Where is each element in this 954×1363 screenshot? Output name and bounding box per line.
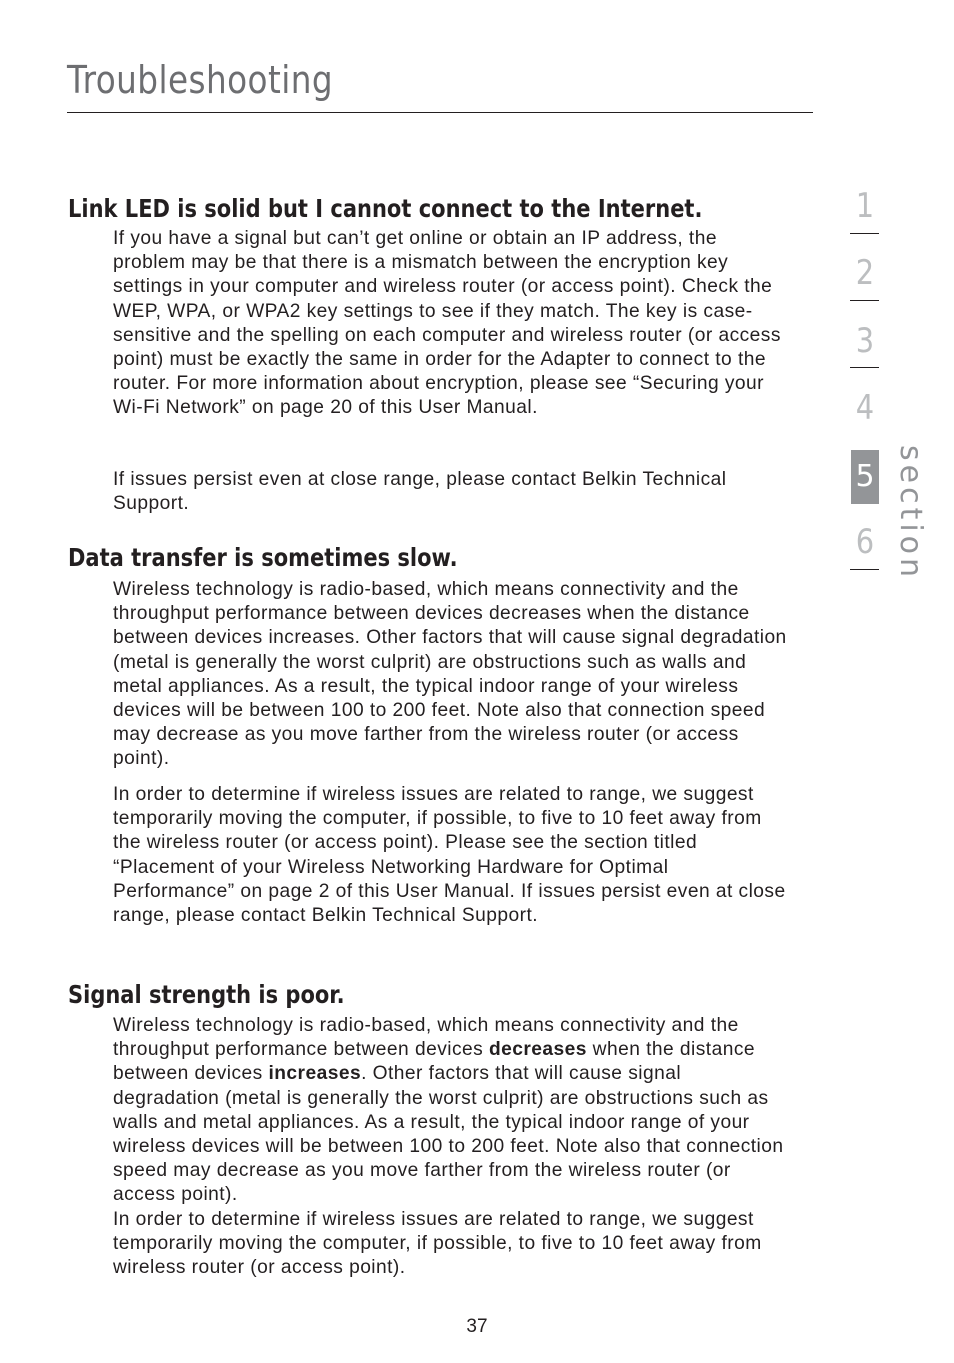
text-run: Wireless technology is radio-based, which means connectivity and the throughput performance between devices bbox=[113, 1015, 739, 1061]
nav-divider bbox=[850, 569, 879, 570]
title-divider bbox=[67, 112, 813, 113]
paragraph-signal-strength bbox=[113, 1014, 793, 1280]
text-run: . Other factors that will cause signal degradation (metal is generally the worst culprit) are obstructions such as walls and metal appliances. As a result, the typical indoor range of your wireless devices will be between 100 to 200 feet. Note also that connection speed may decrease as you move farther from the wireless router (or access point). bbox=[113, 1063, 784, 1206]
bold-decreases: decreases bbox=[488, 1039, 587, 1061]
paragraph-link-led-2: If issues persist even at close range, please contact Belkin Technical Support. bbox=[113, 469, 727, 515]
text-run: In order to determine if wireless issues are related to range, we suggest temporarily moving the computer, if possible, to five to 10 feet away from wireless router (or access point). bbox=[113, 1208, 762, 1279]
page-number: 37 bbox=[466, 1316, 488, 1337]
section-label: section bbox=[893, 445, 928, 582]
nav-divider bbox=[850, 300, 879, 301]
paragraph-data-transfer-2: In order to determine if wireless issues are related to range, we suggest temporarily moving the computer, if possible, to five to 10 feet away from the wireless router (or access point). Please see the section titled “Placement of your Wireless Networking Hardware for Optimal Performance” on page 2 of this User Manual. If issues persist even at close range, please contact Belkin Technical Support. bbox=[113, 784, 786, 927]
section-number-1: 1 bbox=[855, 186, 875, 226]
section-number-2: 2 bbox=[855, 253, 875, 293]
heading-link-led: Link LED is solid but I cannot connect to the Internet. bbox=[68, 194, 703, 223]
section-number-5-active: 5 bbox=[851, 450, 879, 504]
paragraph-link-led-1: If you have a signal but can’t get online or obtain an IP address, the problem may be that there is a mismatch between the encryption key settings in your computer and wireless router (or access point). Check the WEP, WPA, or WPA2 key settings to see if they match. The key is case-sensitive and the spelling on each computer and wireless router (or access point) must be exactly the same in order for the Adapter to connect to the router. For more information about encryption, please see “Securing your Wi-Fi Network” on page 20 of this User Manual. bbox=[113, 228, 781, 419]
section-number-6: 6 bbox=[855, 522, 875, 562]
bold-increases: increases bbox=[268, 1063, 362, 1085]
heading-signal-strength: Signal strength is poor. bbox=[68, 980, 345, 1009]
paragraph-data-transfer-1: Wireless technology is radio-based, which means connectivity and the throughput performance between devices decreases when the distance between devices increases. Other factors that will cause signal degradation (metal is generally the worst culprit) are obstructions such as walls and metal appliances. As a result, the typical indoor range of your wireless devices will be between 100 to 200 feet. Note also that connection speed may decrease as you move farther from the wireless router (or access point). bbox=[113, 579, 787, 770]
section-number-4: 4 bbox=[855, 388, 875, 428]
text-run: when the distance between devices bbox=[113, 1039, 755, 1085]
nav-divider bbox=[850, 233, 879, 234]
heading-data-transfer: Data transfer is sometimes slow. bbox=[68, 543, 458, 572]
page-title: Troubleshooting bbox=[67, 58, 334, 102]
section-number-3: 3 bbox=[855, 321, 875, 361]
nav-divider bbox=[850, 367, 879, 368]
